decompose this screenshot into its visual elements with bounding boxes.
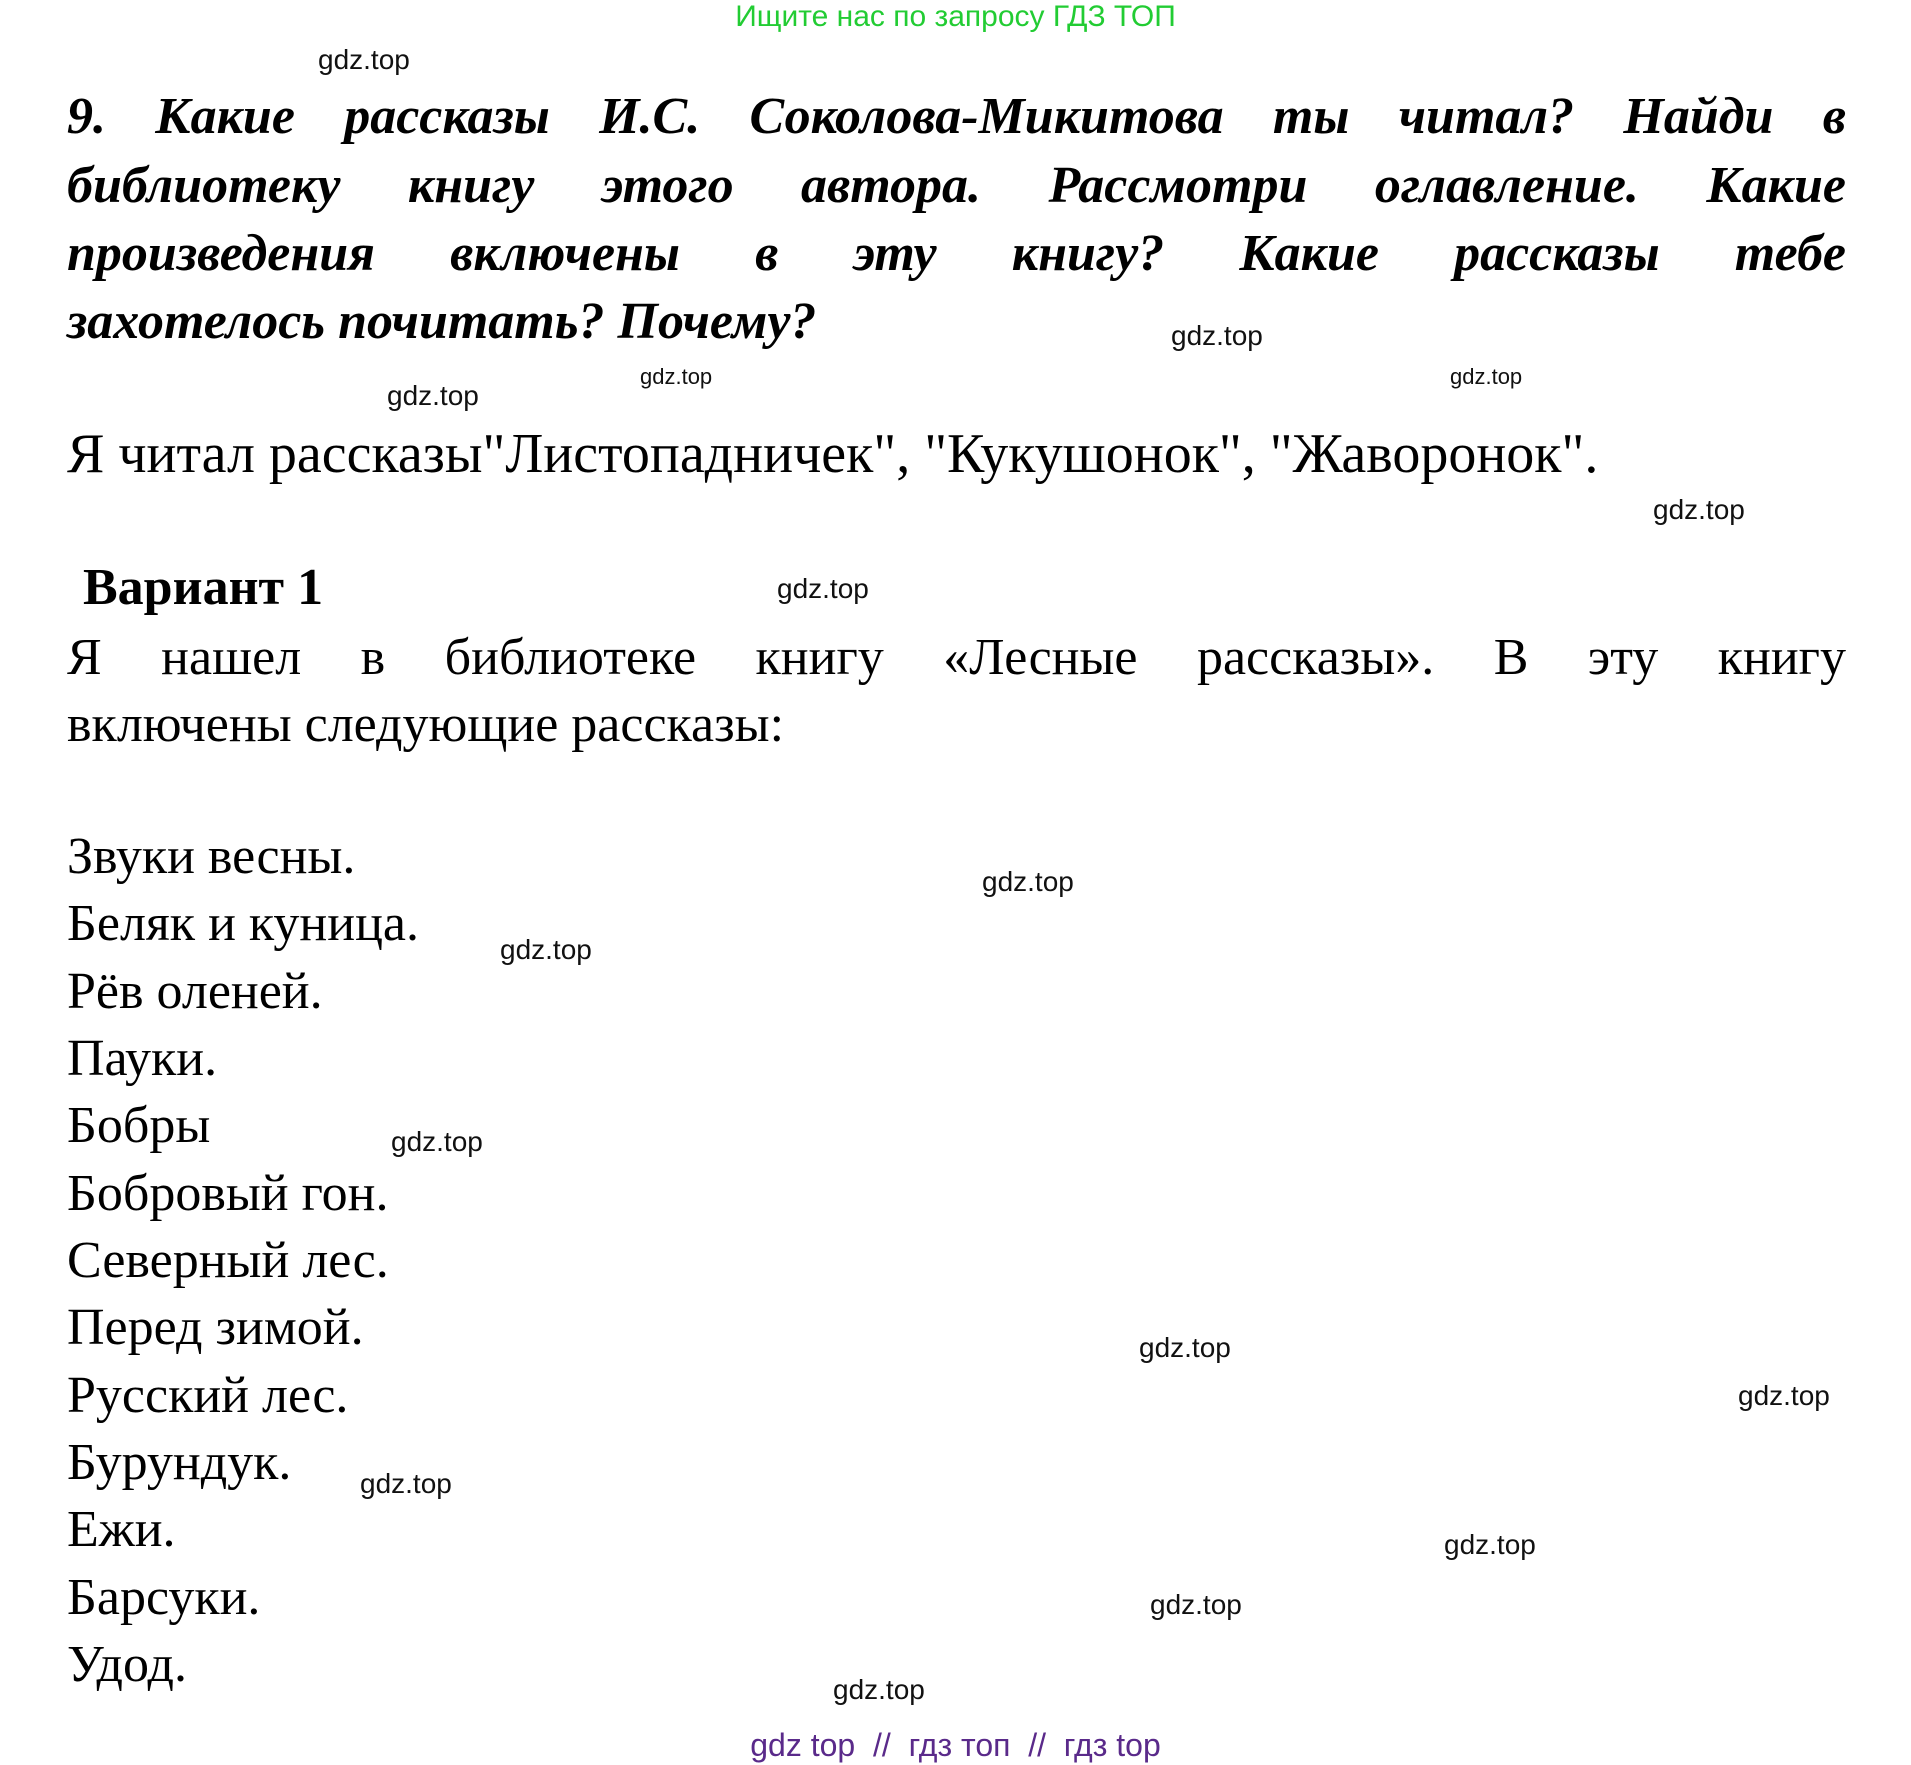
story-item: Рёв оленей. [67, 963, 323, 1020]
footer-link[interactable]: gdz top // гдз топ // гдз top [750, 1727, 1161, 1763]
watermark: gdz.top [982, 866, 1074, 897]
watermark: gdz.top [360, 1468, 452, 1499]
story-item: Барсуки. [67, 1569, 261, 1626]
question-line: 9. Какие рассказы И.С. Соколова-Микитова ты читал? Найди в [67, 88, 1846, 145]
variant-heading: Вариант 1 [83, 559, 324, 616]
search-hint-banner: Ищите нас по запросу ГДЗ ТОП [735, 0, 1176, 33]
watermark: gdz.top [387, 380, 479, 411]
answer-text: Я читал рассказы"Листопадничек", "Кукушонок", "Жаворонок". [67, 423, 1599, 485]
watermark: gdz.top [777, 573, 869, 604]
watermark: gdz.top [391, 1126, 483, 1157]
story-item: Бурундук. [67, 1434, 292, 1491]
story-item: Бобровый гон. [67, 1165, 389, 1222]
watermark: gdz.top [1171, 320, 1263, 351]
watermark: gdz.top [1139, 1332, 1231, 1363]
story-item: Пауки. [67, 1030, 218, 1087]
question-line: произведения включены в эту книгу? Какие рассказы тебе [67, 225, 1846, 282]
question-line: библиотеку книгу этого автора. Рассмотри оглавление. Какие [67, 157, 1846, 214]
watermark: gdz.top [1150, 1589, 1242, 1620]
watermark: gdz.top [500, 934, 592, 965]
story-item: Беляк и куница. [67, 895, 419, 952]
story-item: Звуки весны. [67, 828, 356, 885]
watermark: gdz.top [1450, 364, 1523, 389]
watermark: gdz.top [833, 1674, 925, 1705]
story-item: Северный лес. [67, 1232, 389, 1289]
paragraph-line: Я нашел в библиотеке книгу «Лесные рассказы». В эту книгу [67, 629, 1846, 686]
story-item: Удод. [67, 1636, 187, 1693]
story-item: Ежи. [67, 1501, 176, 1558]
watermark: gdz.top [1444, 1529, 1536, 1560]
story-item: Перед зимой. [67, 1299, 364, 1356]
story-item: Бобры [67, 1097, 211, 1154]
story-item: Русский лес. [67, 1367, 349, 1424]
question-line: захотелось почитать? Почему? [67, 293, 817, 350]
watermark: gdz.top [1738, 1380, 1830, 1411]
watermark: gdz.top [640, 364, 713, 389]
paragraph-line: включены следующие рассказы: [67, 696, 785, 753]
watermark: gdz.top [1653, 494, 1745, 525]
watermark: gdz.top [318, 44, 410, 75]
